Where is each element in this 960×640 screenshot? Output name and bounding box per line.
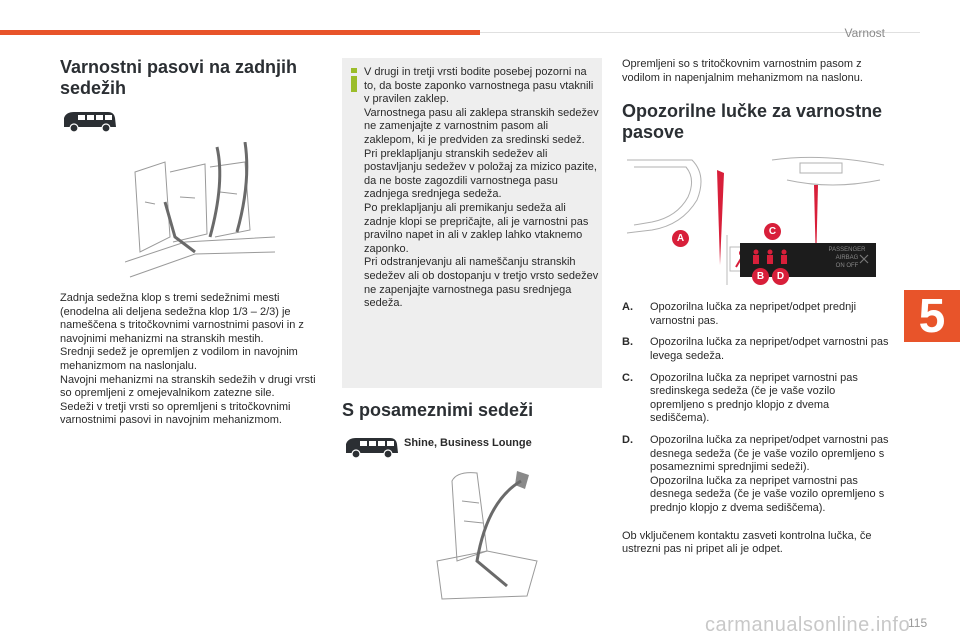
airbag-panel-line3: ON OFF [835, 263, 859, 270]
left-column [60, 57, 320, 428]
van-icon [60, 109, 118, 133]
legend-key: D. [622, 433, 633, 446]
header-accent-bar [0, 30, 480, 35]
airbag-panel-text [824, 246, 870, 270]
rear-bench-belt-illustration [125, 142, 275, 282]
airbag-panel-line1: PASSENGER [828, 247, 866, 254]
info-box-text: V drugi in tretji vrsti bodite posebej pozorni na to, da boste zaponko varnostnega pasu vtaknili v pravilen zaklep. Varnostnega pasu ali zaklepa stranskih sedežev ne zamenjajte z varnostnim pasom ali zaklepom, ki je predviden za sredinski sedež. Pri preklapljanju stranskih sedežev ali postavljanju sedežev v položaj za mizico pazite, da ne boste zagozdili varnostnega pasu zadnjega srednjega sedeža. Po preklapljanju ali premikanju sedeža ali zadnje klopi se prepričajte, ali je varnostni pas pravilno napet in ali v zaklep lahko vtaknemo zaponko. Pri odstranjevanju ali nameščanju stranskih sedežev ali ob dostopanju v tretjo vrsto sedežev ne zapenjajte varnostnega pasu srednjega sedeža. [364, 66, 599, 310]
legend-text: Opozorilna lučka za nepripet/odpet varnostni pas levega sedeža. [650, 336, 889, 362]
right-section-title: Opozorilne lučke za varnostne pasove [622, 101, 883, 143]
left-body-text: Zadnja sedežna klop s tremi sedežnimi mesti (enodelna ali deljena sedežna klop 1/3 – 2/3) je nameščena s tritočkovnimi varnostnimi pasovi in z navojnimi mehanizmi na stranskih mestih. Srednji sedež je opremljen z vodilom in navojnim mehanizmom na naslonjalu. Navojni mehanizmi na stranskih sedežih v drugi vrsti so opremljeni z omejevalnikom zatezne sile. Sedeži v tretji vrsti so opremljeni s tritočkovnimi varnostnimi pasovi in navojnim mehanizmom. [60, 292, 316, 427]
marker-d: D [772, 268, 789, 285]
info-icon [349, 68, 359, 92]
legend-list [622, 301, 890, 515]
middle-section-title: S posameznimi sedeži [342, 400, 534, 420]
legend-item [622, 434, 890, 516]
legend-key: A. [622, 301, 633, 314]
section-title: Varnost [844, 26, 885, 40]
middle-column [342, 58, 602, 601]
marker-b: B [752, 268, 769, 285]
van-icon [342, 435, 400, 459]
legend-item [622, 336, 890, 363]
watermark: carmanualsonline.info [705, 614, 911, 636]
single-seat-belt-illustration [417, 461, 547, 601]
chapter-number: 5 [904, 290, 960, 342]
warning-lights-figure [622, 155, 887, 285]
airbag-panel-line2: AIRBAG [835, 255, 859, 262]
marker-a: A [672, 230, 689, 247]
legend-item [622, 301, 890, 328]
version-label: Shine, Business Lounge [404, 437, 532, 449]
legend-key: B. [622, 336, 633, 349]
right-intro-text: Opremljeni so s tritočkovnim varnostnim pasom z vodilom in napenjalnim mehanizmom na naslonu. [622, 58, 863, 84]
legend-item [622, 372, 890, 426]
right-outro-text: Ob vključenem kontaktu zasveti kontrolna lučka, če ustrezni pas ni pripet ali je odpet. [622, 529, 872, 556]
legend-key: C. [622, 371, 633, 384]
right-column [622, 58, 890, 557]
marker-c: C [764, 223, 781, 240]
legend-text: Opozorilna lučka za nepripet/odpet varnostni pas desnega sedeža (če je vaše vozilo opremljeno s posameznimi sprednjimi sedeži). Opozorilna lučka za nepripet varnostni pas desnega sedeža (če je vaše vozilo opremljeno s prednjo klopjo z dvema sediščema). [650, 433, 889, 514]
legend-text: Opozorilna lučka za nepripet/odpet prednji varnostni pas. [650, 301, 857, 327]
version-row [342, 435, 602, 459]
page-number: 115 [908, 616, 928, 630]
legend-text: Opozorilna lučka za nepripet varnostni pas sredinskega sedeža (če je vaše vozilo opremljeno s prednjo klopjo z dvema sediščema). [650, 371, 858, 425]
info-box [342, 58, 602, 388]
left-section-title: Varnostni pasovi na zadnjih sedežih [60, 57, 298, 98]
